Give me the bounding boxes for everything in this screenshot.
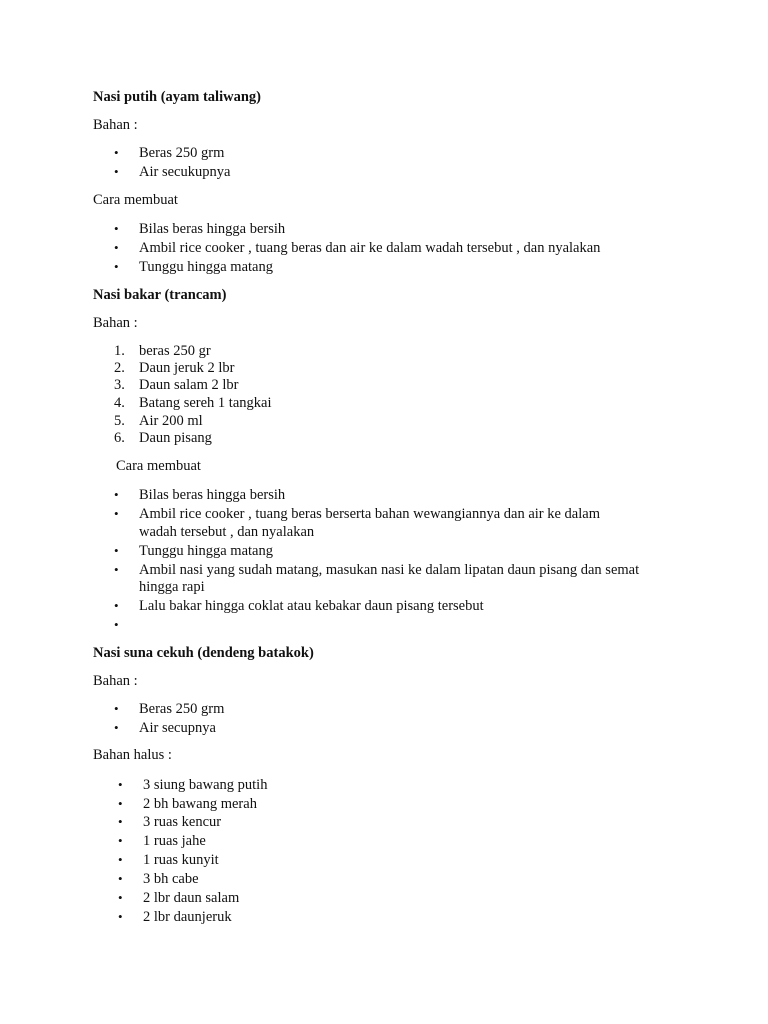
list-item-text: 1 ruas kunyit	[143, 852, 219, 868]
list-item-text: beras 250 gr	[139, 343, 211, 359]
list-item-text: Air secukupnya	[139, 164, 231, 180]
bullet-icon: •	[118, 909, 123, 924]
list-item-text: Batang sereh 1 tangkai	[139, 395, 272, 411]
list-item-text: Lalu bakar hingga coklat atau kebakar daun pisang tersebut	[139, 598, 484, 614]
bahan-label: Bahan :	[93, 673, 138, 689]
bullet-icon: •	[114, 259, 119, 274]
list-item-text: 3 bh cabe	[143, 871, 199, 887]
bahan-label: Bahan :	[93, 117, 138, 133]
list-item-text: Bilas beras hingga bersih	[139, 487, 286, 503]
list-item-text: 3 siung bawang putih	[143, 777, 268, 793]
bullet-icon: •	[118, 777, 123, 792]
list-item-text: Daun salam 2 lbr	[139, 377, 239, 393]
bullet-icon: •	[114, 506, 119, 521]
list-item-text: 2 lbr daunjeruk	[143, 909, 232, 925]
list-number: 5.	[114, 413, 125, 429]
bullet-icon: •	[114, 562, 119, 577]
cara-label: Cara membuat	[93, 192, 178, 208]
list-item-text: Beras 250 grm	[139, 701, 225, 717]
section-title: Nasi putih (ayam taliwang)	[93, 89, 261, 105]
list-number: 4.	[114, 395, 125, 411]
bullet-icon: •	[118, 852, 123, 867]
list-item-text: Tunggu hingga matang	[139, 543, 273, 559]
bahan-halus-label: Bahan halus :	[93, 747, 172, 763]
bullet-icon: •	[118, 833, 123, 848]
bullet-icon: •	[114, 487, 119, 502]
list-item-text: 1 ruas jahe	[143, 833, 206, 849]
list-item-text: Ambil rice cooker , tuang beras berserta bahan wewangiannya dan air ke dalam	[139, 506, 600, 522]
bullet-icon: •	[118, 871, 123, 886]
list-item-text: Daun pisang	[139, 430, 212, 446]
bullet-icon: •	[114, 145, 119, 160]
list-item-text: Beras 250 grm	[139, 145, 225, 161]
list-item-text: Daun jeruk 2 lbr	[139, 360, 235, 376]
list-number: 2.	[114, 360, 125, 376]
bullet-icon: •	[118, 796, 123, 811]
list-item-text: Ambil nasi yang sudah matang, masukan nasi ke dalam lipatan daun pisang dan semat	[139, 562, 640, 578]
list-item-text: Bilas beras hingga bersih	[139, 221, 286, 237]
list-item-text: 2 lbr daun salam	[143, 890, 240, 906]
list-number: 1.	[114, 343, 125, 359]
bullet-icon: •	[114, 240, 119, 255]
bullet-icon: •	[114, 617, 119, 632]
list-number: 6.	[114, 430, 125, 446]
bullet-icon: •	[114, 543, 119, 558]
cara-label: Cara membuat	[116, 458, 201, 474]
bullet-icon: •	[114, 701, 119, 716]
list-item-text: Air secupnya	[139, 720, 216, 736]
section-title: Nasi bakar (trancam)	[93, 287, 227, 303]
bullet-icon: •	[118, 890, 123, 905]
list-number: 3.	[114, 377, 125, 393]
bullet-icon: •	[118, 814, 123, 829]
section-title: Nasi suna cekuh (dendeng batakok)	[93, 645, 314, 661]
list-item-text: Ambil rice cooker , tuang beras dan air ke dalam wadah tersebut , dan nyalakan	[139, 240, 601, 256]
list-item-text: Tunggu hingga matang	[139, 259, 273, 275]
bullet-icon: •	[114, 720, 119, 735]
list-item-text: 2 bh bawang merah	[143, 796, 257, 812]
bahan-label: Bahan :	[93, 315, 138, 331]
list-item-text: hingga rapi	[139, 579, 205, 595]
list-item-text: Air 200 ml	[139, 413, 203, 429]
bullet-icon: •	[114, 598, 119, 613]
bullet-icon: •	[114, 164, 119, 179]
bullet-icon: •	[114, 221, 119, 236]
list-item-text: 3 ruas kencur	[143, 814, 222, 830]
list-item-text: wadah tersebut , dan nyalakan	[139, 524, 315, 540]
